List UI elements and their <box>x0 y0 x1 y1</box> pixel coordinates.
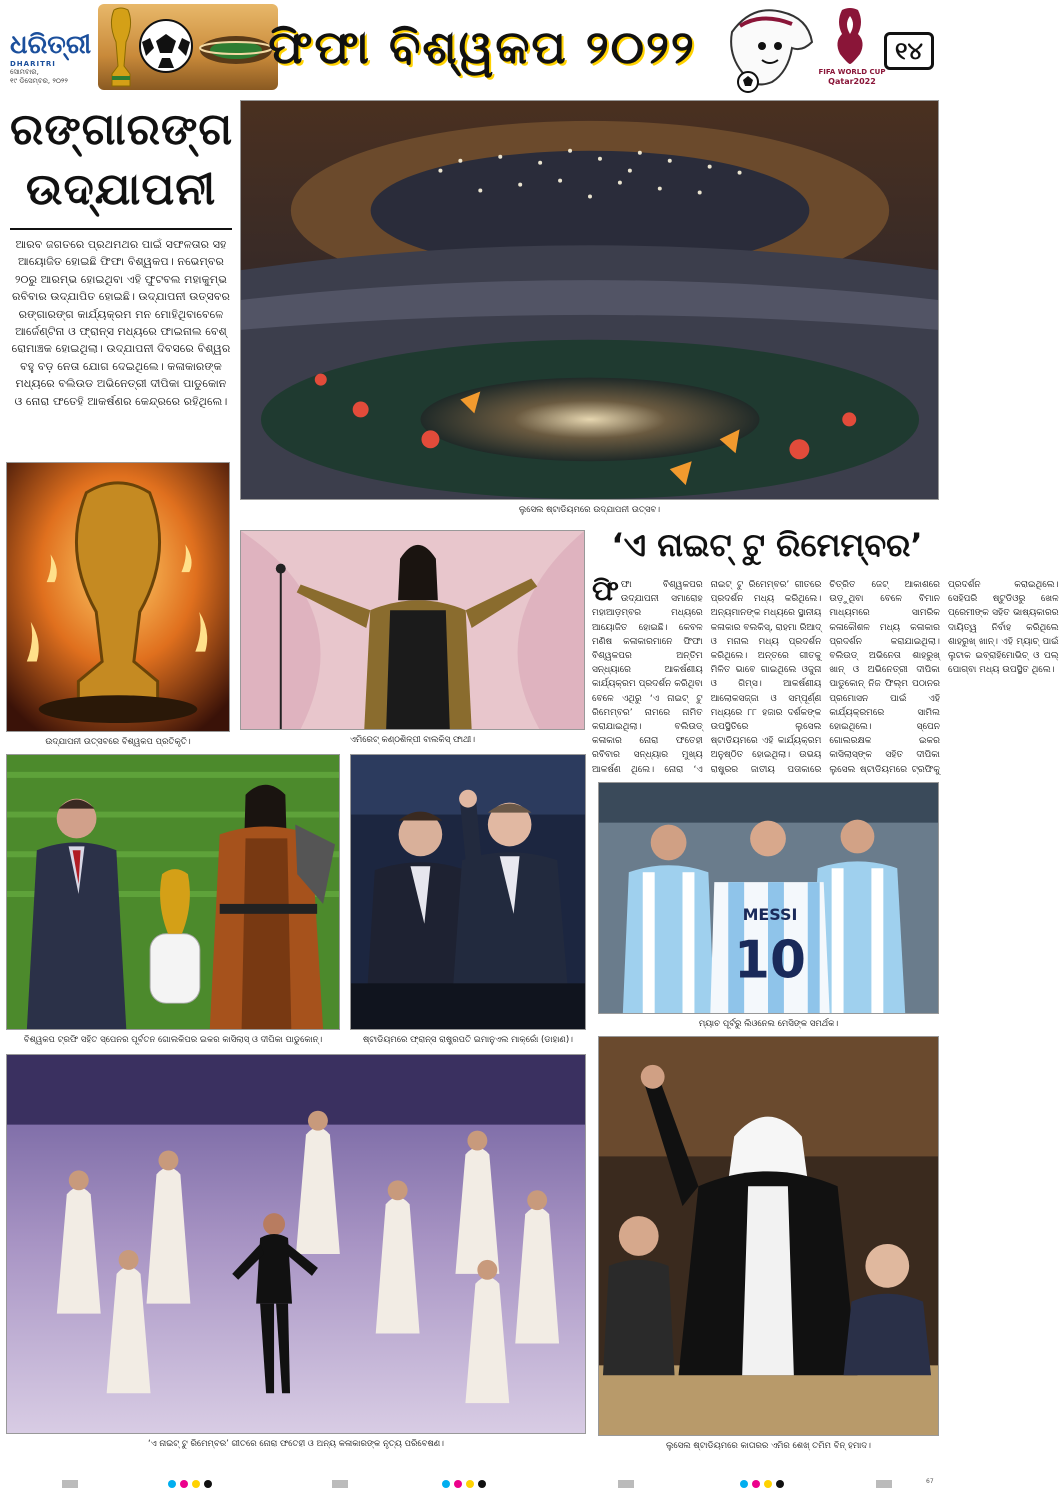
issue-day: ସୋମବାର, <box>10 68 39 76</box>
dance-performance-photo[interactable] <box>6 1054 586 1434</box>
print-registration-strip <box>0 1474 945 1494</box>
trophy-illustration <box>7 463 229 731</box>
fifa-emblem-icon <box>830 8 870 66</box>
macron-photo[interactable] <box>350 754 586 1030</box>
logo-subtitle: DHARITRI <box>10 60 56 68</box>
cyan-dot-icon <box>168 1480 176 1488</box>
intro-paragraph: ଆରବ ଜଗତରେ ପ୍ରଥମଥର ପାଇଁ ସଫଳତାର ସହ ଆୟୋଜିତ ହୋଇଛି ଫିଫା ବିଶ୍ୱକପ। ନଭେମ୍ବର ୨୦ରୁ ଆରମ୍ଭ ହୋଇଥିବା ଏହି ଫୁଟବଲ ମହାକୁମ୍ଭ ରବିବାର ଉଦ୍‌ଯାପିତ ହୋଇଛି। ଉଦ୍‌ଯାପନୀ ଉତ୍ସବର ରଙ୍ଗାରଙ୍ଗ କାର୍ଯ୍ୟକ୍ରମ ମନ ମୋହିଥିବାବେଳେ ଆର୍ଜେଣ୍ଟିନା ଓ ଫ୍ରାନ୍ସ ମଧ୍ୟରେ ଫାଇନାଲ ବେଶ୍ ରୋମାଞ୍ଚକ ହୋଇଥିଲା। ଉଦ୍‌ଯାପନୀ ଦିବସରେ ବିଶ୍ୱର ବହୁ ବଡ଼ ନେତା ଯୋଗ ଦେଇଥିଲେ। କଳାକାରଙ୍କ ମଧ୍ୟରେ ବଲିଉଡ ଅଭିନେତ୍ରୀ ଦୀପିକା ପାଡୁକୋନ ଓ ନୋରା ଫତେହି ଆକର୍ଷଣର କେନ୍ଦ୍ରରେ ରହିଥିଲେ। <box>11 238 231 408</box>
stadium-illustration <box>241 101 938 499</box>
article-body <box>592 574 1059 778</box>
black-dot-icon <box>478 1480 486 1488</box>
page-number: ୧୪ <box>884 32 934 70</box>
dance-photo-caption: ‘ଏ ନାଇଟ୍ ଟୁ ରିମେମ୍ବର’ ଗୀତରେ ନୋରା ଫତେହୀ ଓ ଅନ୍ୟ କଳାକାରଙ୍କ ନୃତ୍ୟ ପରିବେଷଣ। <box>148 1439 444 1449</box>
trophy-unveiling-illustration <box>7 755 339 1029</box>
logo-wordmark: ଧରିତ୍ରୀ <box>10 30 92 60</box>
article-dropcap: ଫି <box>592 574 619 607</box>
black-dot-icon <box>776 1480 784 1488</box>
singer-photo-caption: ଏମିରେଟ୍ କଣ୍ଠଶିଳ୍ପୀ ବାଲକିସ୍ ଫାଥୀ। <box>349 735 476 745</box>
issue-date: ୧୯ ଡିସେମ୍ବର, ୨୦୨୨ <box>10 77 68 85</box>
article-headline: ‘ଏ ନାଇଟ୍ ଟୁ ରିମେମ୍ବର’ <box>611 526 923 564</box>
world-cup-trophy-icon <box>104 6 138 88</box>
stadium-photo-caption: ଲୁସେଲ ଷ୍ଟାଡିୟମରେ ଉଦ୍‌ଯାପନୀ ଉତ୍ସବ। <box>518 505 661 515</box>
newspaper-logo[interactable] <box>10 30 110 86</box>
trophy-replica-photo[interactable] <box>6 462 230 732</box>
macron-photo-caption: ଷ୍ଟାଡିୟମରେ ଫ୍ରାନ୍ସ ରାଷ୍ଟ୍ରପତି ଇମାନୁଏଲ ମାକ୍ରୋଁ (ଡାହାଣ)। <box>362 1035 574 1045</box>
magenta-dot-icon <box>752 1480 760 1488</box>
masthead <box>0 0 945 96</box>
yellow-dot-icon <box>192 1480 200 1488</box>
page-code: 67 <box>926 1478 934 1485</box>
registration-block <box>618 1480 634 1488</box>
la-eeb-mascot-icon <box>712 2 830 94</box>
messi-fans-illustration <box>599 783 938 1013</box>
fifa-wordmark: FIFA WORLD CUP <box>818 68 886 76</box>
stadium-ceremony-photo[interactable] <box>240 100 939 500</box>
jersey-number-text: 10 <box>734 930 806 991</box>
intro-box <box>10 228 232 454</box>
messi-fans-photo[interactable] <box>598 782 939 1014</box>
qatar-wordmark: Qatar2022 <box>828 77 876 86</box>
yellow-dot-icon <box>466 1480 474 1488</box>
magenta-dot-icon <box>180 1480 188 1488</box>
football-icon <box>138 18 194 74</box>
trophy-photo-caption: ଉଦ୍‌ଯାପନୀ ଉତ୍ସବରେ ବିଶ୍ୱକପ ପ୍ରତିକୃତି। <box>45 737 191 747</box>
fans-photo-caption: ମ୍ୟାଚ ପୂର୍ବରୁ ଲିଓନେଲ ମେସିଙ୍କ ସମର୍ଥକ। <box>698 1019 839 1029</box>
main-headline <box>10 100 232 224</box>
magenta-dot-icon <box>454 1480 462 1488</box>
trophy-unveiling-caption: ବିଶ୍ୱକପ ଟ୍ରଫି ସହିତ ସ୍ପେନର ପୂର୍ବତନ ଗୋଲକିପର ଇକର କାସିଲାସ୍ ଓ ଦୀପିକା ପାଡୁକୋନ୍। <box>23 1035 323 1045</box>
emir-photo-caption: ଲୁସେଲ ଷ୍ଟାଡିୟମରେ କାତାରର ଏମିର ଶେଖ୍ ତମିମ ବିନ୍ ହମାଦ। <box>666 1441 871 1451</box>
dance-illustration <box>7 1055 585 1433</box>
registration-block <box>332 1480 348 1488</box>
trophy-unveiling-photo[interactable] <box>6 754 340 1030</box>
section-title: ଫିଫା ବିଶ୍ୱକପ ୨୦୨୨ <box>268 20 696 74</box>
jersey-name-text: MESSI <box>742 904 798 924</box>
emir-photo[interactable] <box>598 1036 939 1436</box>
registration-block <box>62 1480 78 1488</box>
cyan-dot-icon <box>740 1480 748 1488</box>
black-dot-icon <box>204 1480 212 1488</box>
headline-line-1: ରଙ୍ଗାରଙ୍ଗ <box>10 104 234 155</box>
singer-illustration <box>241 531 584 729</box>
article-text: ଫା ବିଶ୍ୱକପର ଉଦ୍‌ଯାପନୀ ସମାରୋହ ମହାଆଡ଼ମ୍ବର ମଧ୍ୟରେ ଆୟୋଜିତ ହୋଇଛି। କେବଳ ମଣିଷ କଳାକାରମାନେ ଫିଫା ବିଶ୍ୱକପର ଅନ୍ତିମ ସନ୍ଧ୍ୟାରେ ଆକର୍ଷଣୀୟ କାର୍ଯ୍ୟକ୍ରମ ପ୍ରଦର୍ଶନ କରିଥିବା ବେଳେ ଏଥିରୁ ‘ଏ ନାଇଟ୍ ଟୁ ରିମେମ୍ବର’ ନାମରେ ନାମିତ କରାଯାଇଥିଲା। ବଲିଉଡ୍ କଳାକାର ନୋରା ଫତେହୀ ରବିବାର ସନ୍ଧ୍ୟାର ମୁଖ୍ୟ ଆକର୍ଷଣ ଥିଲେ। ନୋରା ‘ଏ ନାଇଟ୍ ଟୁ ରିମେମ୍ବର’ ଗୀତରେ ପ୍ରଦର୍ଶନ ମଧ୍ୟ କରିଥିଲେ। ଅନ୍ୟମାନଙ୍କ ମଧ୍ୟରେ ସ୍ଥାନୀୟ କଳାକାର ବଲକିସ୍, ରାହମା ରିଆଦ୍ ଓ ମନାଲ ମଧ୍ୟ ପ୍ରଦର୍ଶନ କରିଥିଲେ। ଅନ୍ତରେ ଗୀତକୁ ମିଳିତ ଭାବେ ଗାଇଥିଲେ ଓଜୁନା ଓ ଗିମ୍ସ। ଆକର୍ଷଣୀୟ ଆଲୋକସଜ୍ଜା ଓ ସମ୍ପୂର୍ଣ୍ଣ ମଧ୍ୟରେ ୮୮ ହଜାର ଦର୍ଶକଙ୍କ ଉପସ୍ଥିତିରେ ଲୁସେଲ ଷ୍ଟାଡିୟମରେ ଏହି କାର୍ଯ୍ୟକ୍ରମ ଅନୁଷ୍ଠିତ ହୋଇଥିଲା। ଉଭୟ ରାଷ୍ଟ୍ରର ଜାତୀୟ ପତାକାରେ ଚିତ୍ରିତ ଜେଟ୍ ଆକାଶରେ ଉଡ଼ୁଥିବା ବେଳେ ବିମାନ ମାଧ୍ୟମରେ ସାମରିକ କଳାକୌଶଳ ମଧ୍ୟ କଳାକାର ପ୍ରଦର୍ଶନ କରାଯାଇଥିଲା। ବଲିଉଡ୍ ଅଭିନେତା ଶାହରୁଖ୍ ଖାନ୍ ଓ ଅଭିନେତ୍ରୀ ଦୀପିକା ପାଡୁକୋନ୍ ନିଜ ଫିଲ୍ମ ପଠାନର ପ୍ରମୋସନ ପାଇଁ ଏହି କାର୍ଯ୍ୟକ୍ରମରେ ସାମିଲ ହୋଇଥିଲେ। ସ୍ପେନ ଗୋଲରକ୍ଷକ ଇକର କାସିଲାସ୍ଙ୍କ ସହିତ ଦୀପିକା ଲୁସେଲ ଷ୍ଟାଡିୟମରେ ଟ୍ରଫିକୁ ପ୍ରଦର୍ଶନ କରାଇଥିଲେ। ସେହିପରି ଷ୍ଟୁଡିଓରୁ ଖେଳ ପ୍ରେମୀଙ୍କ ସହିତ ଭାଷ୍ୟକାରର ଦାୟିତ୍ୱ ନିର୍ବାହ କରିଥିଲେ ଶାହରୁଖ୍ ଖାନ୍। ଏହି ମ୍ୟାଚ୍ ପାଇଁ ଲୁଟାକ ଇବ୍ରାହିମୋଭିଚ୍ ଓ ପଲ୍ ପୋଗ୍ବା ମଧ୍ୟ ଉପସ୍ଥିତ ଥିଲେ। <box>592 580 1059 775</box>
macron-illustration <box>351 755 585 1029</box>
banner-artwork <box>98 4 278 90</box>
cyan-dot-icon <box>442 1480 450 1488</box>
registration-block <box>876 1480 892 1488</box>
yellow-dot-icon <box>764 1480 772 1488</box>
fifa-world-cup-logo <box>818 8 886 88</box>
emir-illustration <box>599 1037 938 1435</box>
singer-photo[interactable] <box>240 530 585 730</box>
headline-line-2: ଉଦ୍‌ଯାପନୀ <box>25 164 217 215</box>
